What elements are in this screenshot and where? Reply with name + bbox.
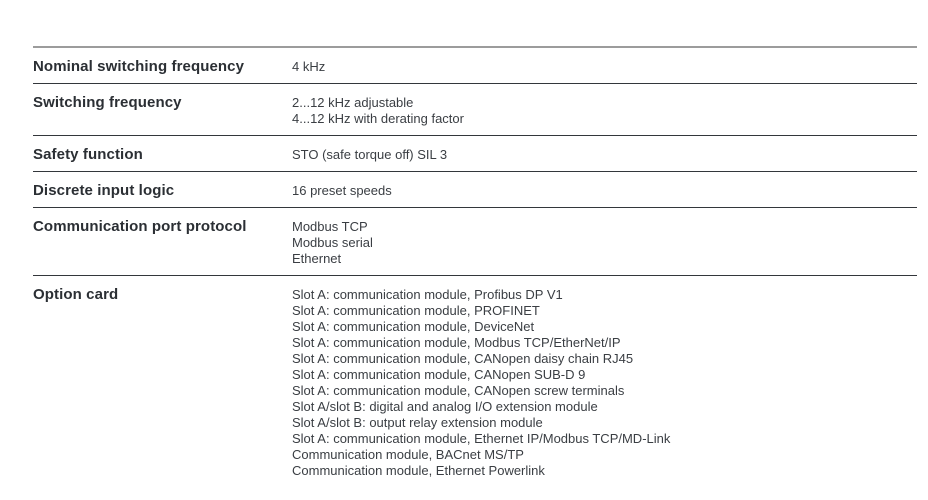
row-value-line: 4...12 kHz with derating factor (292, 111, 464, 126)
row-values (292, 219, 917, 267)
row-values (292, 147, 917, 163)
row-value-line: Ethernet (292, 251, 342, 266)
table-row (33, 276, 917, 487)
row-value-line: Modbus TCP (292, 219, 368, 234)
table-row (33, 84, 917, 136)
row-value-line: Slot A: communication module, Modbus TCP/EtherNet/IP (292, 335, 621, 350)
row-label: Nominal switching frequency (33, 58, 245, 75)
table-row (33, 172, 917, 208)
row-value-line: Slot A: communication module, Ethernet IP/Modbus TCP/MD-Link (292, 431, 671, 446)
spec-table (33, 46, 917, 487)
row-value-line: Slot A: communication module, Profibus DP V1 (292, 287, 563, 302)
row-values (292, 95, 917, 127)
row-value-line: Slot A/slot B: digital and analog I/O extension module (292, 399, 598, 414)
row-value-line: 16 preset speeds (292, 183, 392, 198)
row-value-line: Slot A/slot B: output relay extension module (292, 415, 543, 430)
row-value-line: Modbus serial (292, 235, 373, 250)
table-row (33, 48, 917, 84)
row-values (292, 183, 917, 199)
row-value-line: Slot A: communication module, PROFINET (292, 303, 540, 318)
row-value-line: 2...12 kHz adjustable (292, 95, 414, 110)
row-value-line: Slot A: communication module, CANopen SUB-D 9 (292, 367, 586, 382)
row-label: Discrete input logic (33, 182, 175, 199)
row-values (292, 287, 917, 479)
row-value-line: Slot A: communication module, DeviceNet (292, 319, 535, 334)
row-value-line: 4 kHz (292, 59, 326, 74)
row-label: Switching frequency (33, 94, 182, 111)
row-value-line: Communication module, BACnet MS/TP (292, 447, 524, 462)
table-row (33, 208, 917, 276)
row-label: Communication port protocol (33, 218, 247, 235)
row-values (292, 59, 917, 75)
row-value-line: Slot A: communication module, CANopen screw terminals (292, 383, 625, 398)
row-label: Safety function (33, 146, 143, 163)
table-row (33, 136, 917, 172)
row-value-line: Slot A: communication module, CANopen daisy chain RJ45 (292, 351, 634, 366)
row-value-line: Communication module, Ethernet Powerlink (292, 463, 545, 478)
row-value-line: STO (safe torque off) SIL 3 (292, 147, 448, 162)
row-label: Option card (33, 286, 119, 303)
